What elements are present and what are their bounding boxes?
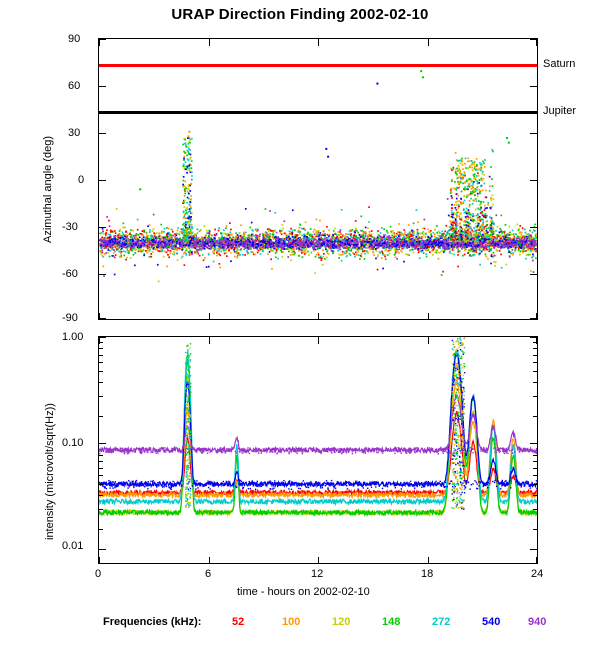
xtick-12: 12 [311, 568, 324, 580]
intensity-xtick-mark-top-1 [209, 337, 210, 344]
azimuth-ytick-mark-1 [99, 86, 106, 87]
azimuth-y-axis-label: Azimuthal angle (deg) [42, 135, 54, 243]
intensity-minor-tick [99, 362, 103, 363]
azimuth-ytick-mark-r-2 [530, 133, 537, 134]
azimuth-xtick-mark-top-4 [536, 39, 537, 46]
intensity-minor-tick [533, 371, 537, 372]
intensity-minor-tick [99, 509, 103, 510]
saturn-reference-label: Saturn [543, 58, 576, 70]
legend-item-540[interactable]: 540 [482, 616, 501, 628]
intensity-minor-tick [533, 461, 537, 462]
intensity-ytick-mark-0 [99, 337, 106, 338]
intensity-ytick-01: 0.10 [62, 437, 84, 449]
intensity-xtick-mark-top-0 [99, 337, 100, 344]
intensity-xtick-mark-top-2 [318, 337, 319, 344]
jupiter-reference-label: Jupiter [543, 105, 577, 117]
azimuth-xtick-mark-top-3 [428, 39, 429, 46]
x-axis-label: time - hours on 2002-02-10 [237, 586, 370, 598]
azimuth-xtick-mark-3 [428, 313, 429, 320]
azimuth-ytick-mark-5 [99, 274, 106, 275]
intensity-ytick-1: 1.00 [62, 331, 84, 343]
intensity-minor-tick [99, 529, 103, 530]
intensity-ytick-mark-1 [99, 443, 106, 444]
intensity-minor-tick [99, 382, 103, 383]
azimuth-ytick-30: 30 [68, 127, 81, 139]
azimuth-ytick-mark-r-3 [530, 180, 537, 181]
azimuth-xtick-mark-2 [318, 313, 319, 320]
intensity-minor-tick [99, 355, 103, 356]
intensity-xtick-mark-top-3 [428, 337, 429, 344]
intensity-minor-tick [533, 348, 537, 349]
azimuth-ytick-mark-4 [99, 227, 106, 228]
intensity-series-layer [99, 337, 537, 563]
intensity-minor-tick [99, 396, 103, 397]
azimuth-xtick-mark-0 [99, 313, 100, 320]
intensity-ytick-001: 0.01 [62, 540, 84, 552]
azimuth-xtick-mark-top-0 [99, 39, 100, 46]
azimuth-ytick-mark-r-5 [530, 274, 537, 275]
intensity-minor-tick [99, 455, 103, 456]
legend-item-52[interactable]: 52 [232, 616, 245, 628]
azimuth-ytick-m30: -30 [62, 221, 78, 233]
azimuth-xtick-mark-top-2 [318, 39, 319, 46]
xtick-18: 18 [421, 568, 434, 580]
intensity-ytick-mark-r-2 [530, 549, 537, 550]
azimuth-ytick-mark-3 [99, 180, 106, 181]
azimuth-ytick-0: 0 [78, 174, 85, 186]
intensity-xtick-mark-3 [428, 557, 429, 564]
intensity-minor-tick [533, 468, 537, 469]
intensity-minor-tick [99, 475, 103, 476]
legend-item-100[interactable]: 100 [282, 616, 301, 628]
intensity-minor-tick [533, 382, 537, 383]
intensity-minor-tick [533, 416, 537, 417]
intensity-minor-tick [99, 348, 103, 349]
intensity-ytick-mark-2 [99, 549, 106, 550]
azimuth-ytick-m90: -90 [62, 312, 78, 324]
legend-item-272[interactable]: 272 [432, 616, 451, 628]
azimuth-ytick-mark-2 [99, 133, 106, 134]
intensity-xtick-mark-top-4 [536, 337, 537, 344]
intensity-minor-tick [533, 455, 537, 456]
chart-title: URAP Direction Finding 2002-02-10 [171, 6, 429, 23]
intensity-minor-tick [533, 484, 537, 485]
intensity-xtick-mark-4 [536, 557, 537, 564]
azimuth-xtick-mark-top-1 [209, 39, 210, 46]
intensity-minor-tick [99, 371, 103, 372]
intensity-ytick-mark-r-1 [530, 443, 537, 444]
legend-item-120[interactable]: 120 [332, 616, 351, 628]
legend-item-148[interactable]: 148 [382, 616, 401, 628]
intensity-minor-tick [533, 355, 537, 356]
intensity-minor-tick [533, 495, 537, 496]
azimuth-scatter-layer [99, 39, 537, 319]
intensity-minor-tick [99, 484, 103, 485]
azimuth-ytick-mark-r-1 [530, 86, 537, 87]
intensity-minor-tick [533, 509, 537, 510]
intensity-xtick-mark-2 [318, 557, 319, 564]
legend-title: Frequencies (kHz): [103, 616, 202, 628]
intensity-minor-tick [533, 362, 537, 363]
intensity-xtick-mark-1 [209, 557, 210, 564]
azimuth-xtick-mark-1 [209, 313, 210, 320]
intensity-minor-tick [533, 396, 537, 397]
intensity-xtick-mark-0 [99, 557, 100, 564]
intensity-minor-tick [99, 495, 103, 496]
intensity-y-axis-label: intensity (microvolt/sqrt(Hz)) [44, 403, 56, 540]
azimuth-ytick-mark-6 [99, 318, 106, 319]
azimuth-ytick-mark-r-4 [530, 227, 537, 228]
legend-item-940[interactable]: 940 [528, 616, 547, 628]
xtick-6: 6 [205, 568, 212, 580]
intensity-minor-tick [533, 529, 537, 530]
azimuth-ytick-m60: -60 [62, 268, 78, 280]
azimuth-ytick-mark-0 [99, 39, 106, 40]
xtick-0: 0 [95, 568, 102, 580]
azimuth-xtick-mark-4 [536, 313, 537, 320]
xtick-24: 24 [531, 568, 544, 580]
azimuth-ytick-60: 60 [68, 80, 81, 92]
intensity-minor-tick [99, 461, 103, 462]
azimuth-ytick-90: 90 [68, 33, 81, 45]
intensity-minor-tick [99, 468, 103, 469]
intensity-minor-tick [99, 416, 103, 417]
intensity-minor-tick [533, 475, 537, 476]
